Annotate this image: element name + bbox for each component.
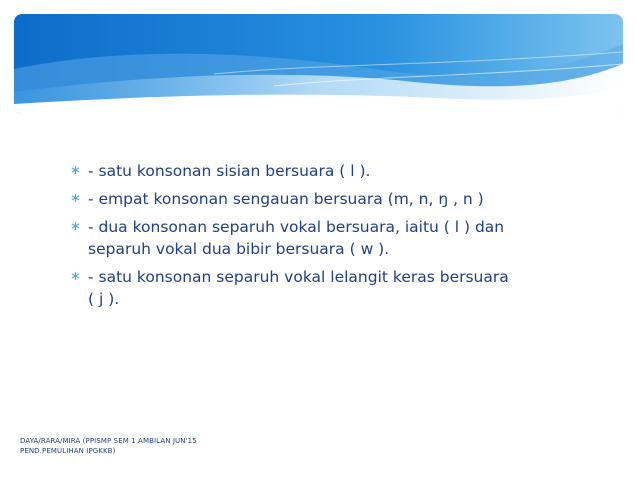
- bullet-text-continued: separuh vokal dua bibir bersuara ( w ).: [88, 240, 390, 258]
- footer-line: DAYA/RARA/MIRA (PPISMP SEM 1 AMBILAN JUN'15: [20, 437, 197, 445]
- asterisk-bullet-icon: ∗: [70, 269, 81, 284]
- bullet-text: - empat konsonan sengauan bersuara (m, n, ŋ , n ): [88, 190, 484, 208]
- header-banner: [14, 14, 623, 114]
- bullet-item: [70, 216, 590, 260]
- bullet-list: [70, 160, 590, 316]
- asterisk-bullet-icon: ∗: [70, 219, 81, 234]
- bullet-text: - satu konsonan separuh vokal lelangit keras bersuara: [88, 268, 509, 286]
- bullet-text: - satu konsonan sisian bersuara ( l ).: [88, 162, 371, 180]
- bullet-text: - dua konsonan separuh vokal bersuara, iaitu ( l ) dan: [88, 218, 505, 236]
- bullet-item: [70, 160, 590, 182]
- bullet-text-continued: ( j ).: [88, 290, 120, 308]
- asterisk-bullet-icon: ∗: [70, 191, 81, 206]
- bullet-item: [70, 266, 590, 310]
- slide-footer: [20, 436, 197, 456]
- bullet-item: [70, 188, 590, 210]
- asterisk-bullet-icon: ∗: [70, 163, 81, 178]
- footer-line: PEND.PEMULIHAN IPGKKB): [20, 447, 116, 455]
